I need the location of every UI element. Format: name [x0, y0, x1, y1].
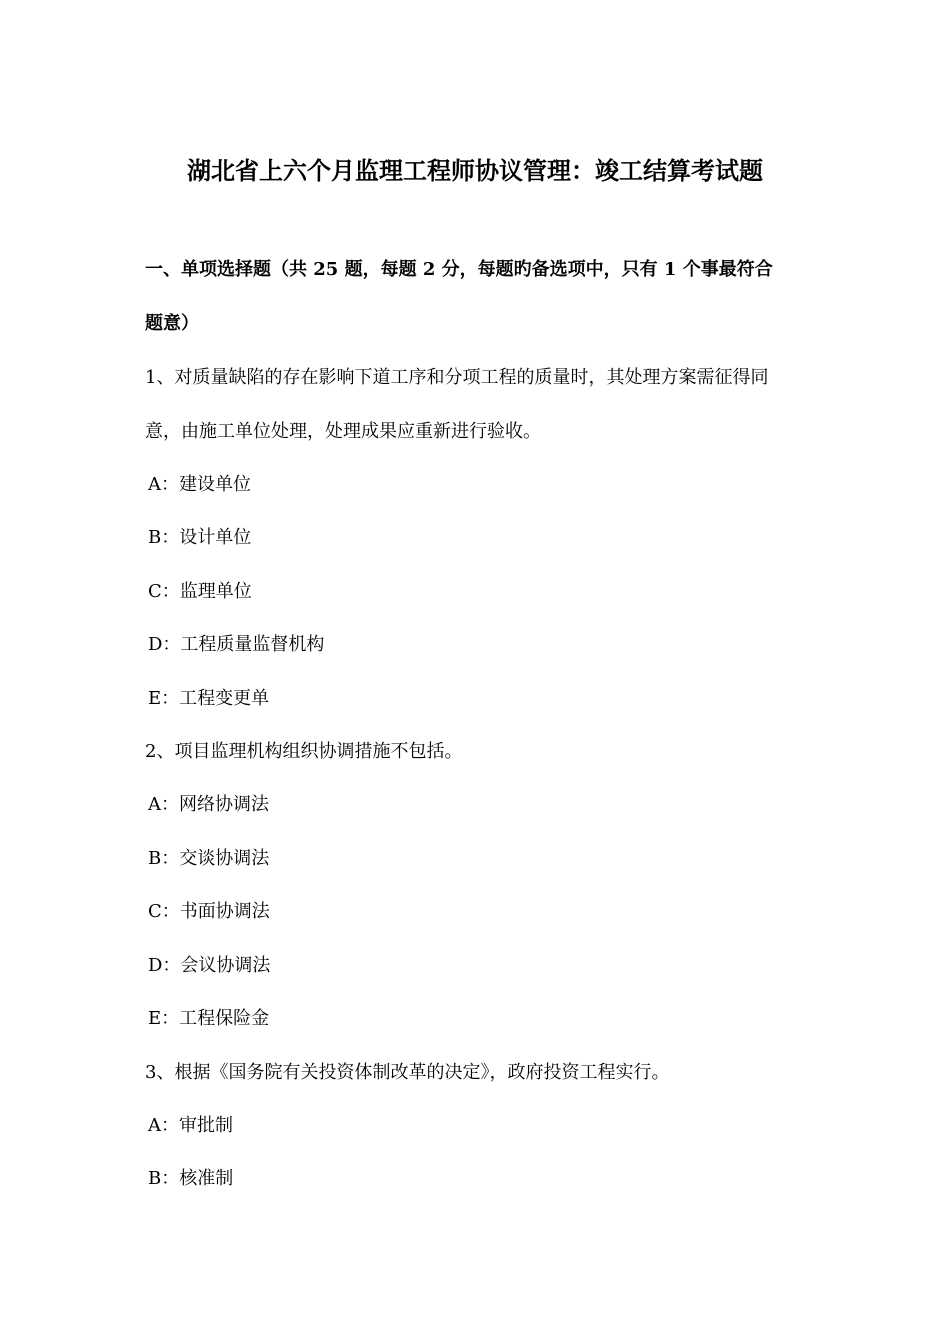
- question-2-option-e: E：工程保险金: [148, 1008, 270, 1029]
- question-1-option-b: B：设计单位: [148, 527, 252, 548]
- section-heading-line-2: 题意）: [145, 313, 199, 334]
- question-2-option-c: C：书面协调法: [148, 901, 270, 922]
- question-3-stem-line-1: 3、根据《国务院有关投资体制改革的决定》，政府投资工程实行。: [145, 1062, 670, 1083]
- section-heading-line-1: 一、单项选择题（共 25 题，每题 2 分，每题旳备选项中，只有 1 个事最符合: [145, 259, 773, 280]
- question-1-option-c: C：监理单位: [148, 581, 252, 602]
- question-1-option-e: E：工程变更单: [148, 688, 270, 709]
- question-2-option-b: B：交谈协调法: [148, 848, 270, 869]
- document-title: 湖北省上六个月监理工程师协议管理：竣工结算考试题: [187, 156, 763, 185]
- question-2-option-a: A：网络协调法: [148, 794, 269, 815]
- question-2-stem-line-1: 2、项目监理机构组织协调措施不包括。: [145, 741, 463, 762]
- question-3-option-b: B：核准制: [148, 1168, 234, 1189]
- question-3-option-a: A：审批制: [148, 1115, 233, 1136]
- question-1-option-a: A：建设单位: [148, 474, 251, 495]
- question-1-stem-line-2: 意，由施工单位处理，处理成果应重新进行验收。: [145, 421, 541, 442]
- question-1-option-d: D：工程质量监督机构: [148, 634, 325, 655]
- question-1-stem-line-1: 1、对质量缺陷的存在影响下道工序和分项工程的质量时，其处理方案需征得同: [145, 367, 769, 388]
- question-2-option-d: D：会议协调法: [148, 955, 271, 976]
